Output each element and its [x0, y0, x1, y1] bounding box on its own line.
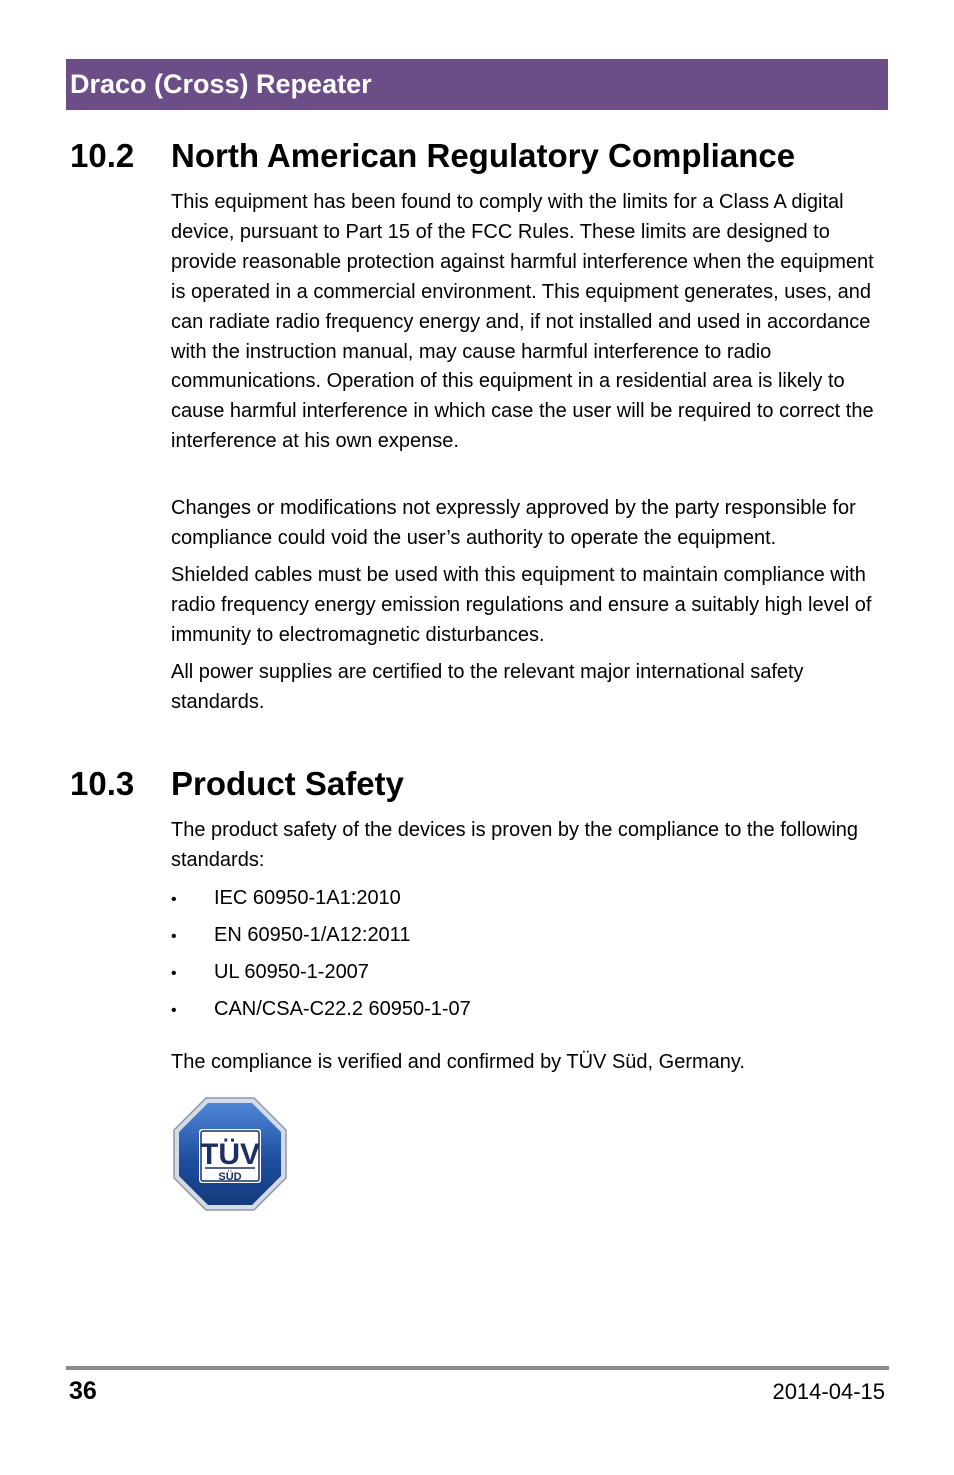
paragraph-power-supplies: All power supplies are certified to the relevant major international safety standards. [171, 661, 804, 713]
paragraph-safety-intro: The product safety of the devices is proven by the compliance to the following standards: [171, 819, 859, 871]
section-heading-10-3 [70, 765, 404, 803]
standard-label: CAN/CSA-C22.2 60950-1-07 [214, 998, 471, 1020]
page-number: 36 [69, 1377, 97, 1405]
standard-label: UL 60950-1-2007 [214, 961, 369, 983]
paragraph-fcc-compliance: This equipment has been found to comply with the limits for a Class A digital device, pursuant to Part 15 of the FCC Rules. These limits are designed to provide reasonable protection against harmful interference when the equipment is operated in a commercial environment. This equipment generates, uses, and can radiate radio frequency energy and, if not installed and used in accordance with the instruction manual, may cause harmful interference to radio communications. Operation of this equipment in a residential area is likely to cause harmful interference in which case the user will be required to correct the interference at his own expense. [171, 191, 874, 453]
standard-label: IEC 60950-1A1:2010 [214, 887, 401, 909]
bullet-icon: • [171, 891, 177, 908]
list-item-standard [171, 883, 401, 915]
section-heading-10-2 [70, 137, 795, 175]
bullet-icon: • [171, 928, 177, 945]
section-title: Product Safety [171, 765, 404, 802]
bullet-icon: • [171, 965, 177, 982]
tuv-sud-logo-icon [172, 1096, 288, 1212]
header-bar [66, 59, 888, 110]
list-item-standard [171, 920, 410, 952]
svg-text:TÜV: TÜV [200, 1138, 260, 1171]
footer-divider [66, 1366, 889, 1370]
section-number: 10.3 [70, 765, 135, 802]
paragraph-tuv-verification: The compliance is verified and confirmed by TÜV Süd, Germany. [171, 1051, 745, 1073]
footer-date: 2014-04-15 [772, 1379, 885, 1404]
paragraph-modifications: Changes or modifications not expressly approved by the party responsible for compliance could void the user’s authority to operate the equipment. [171, 497, 856, 549]
list-item-standard [171, 994, 471, 1026]
bullet-icon: • [171, 1002, 177, 1019]
list-item-standard [171, 957, 369, 989]
document-title: Draco (Cross) Repeater [70, 69, 372, 99]
svg-text:SÜD: SÜD [218, 1171, 242, 1183]
section-number: 10.2 [70, 137, 135, 174]
section-title: North American Regulatory Compliance [171, 137, 796, 174]
standard-label: EN 60950-1/A12:2011 [214, 924, 411, 946]
paragraph-shielded-cables: Shielded cables must be used with this equipment to maintain compliance with radio frequency energy emission regulations and ensure a suitably high level of immunity to electromagnetic disturbances. [171, 564, 872, 646]
